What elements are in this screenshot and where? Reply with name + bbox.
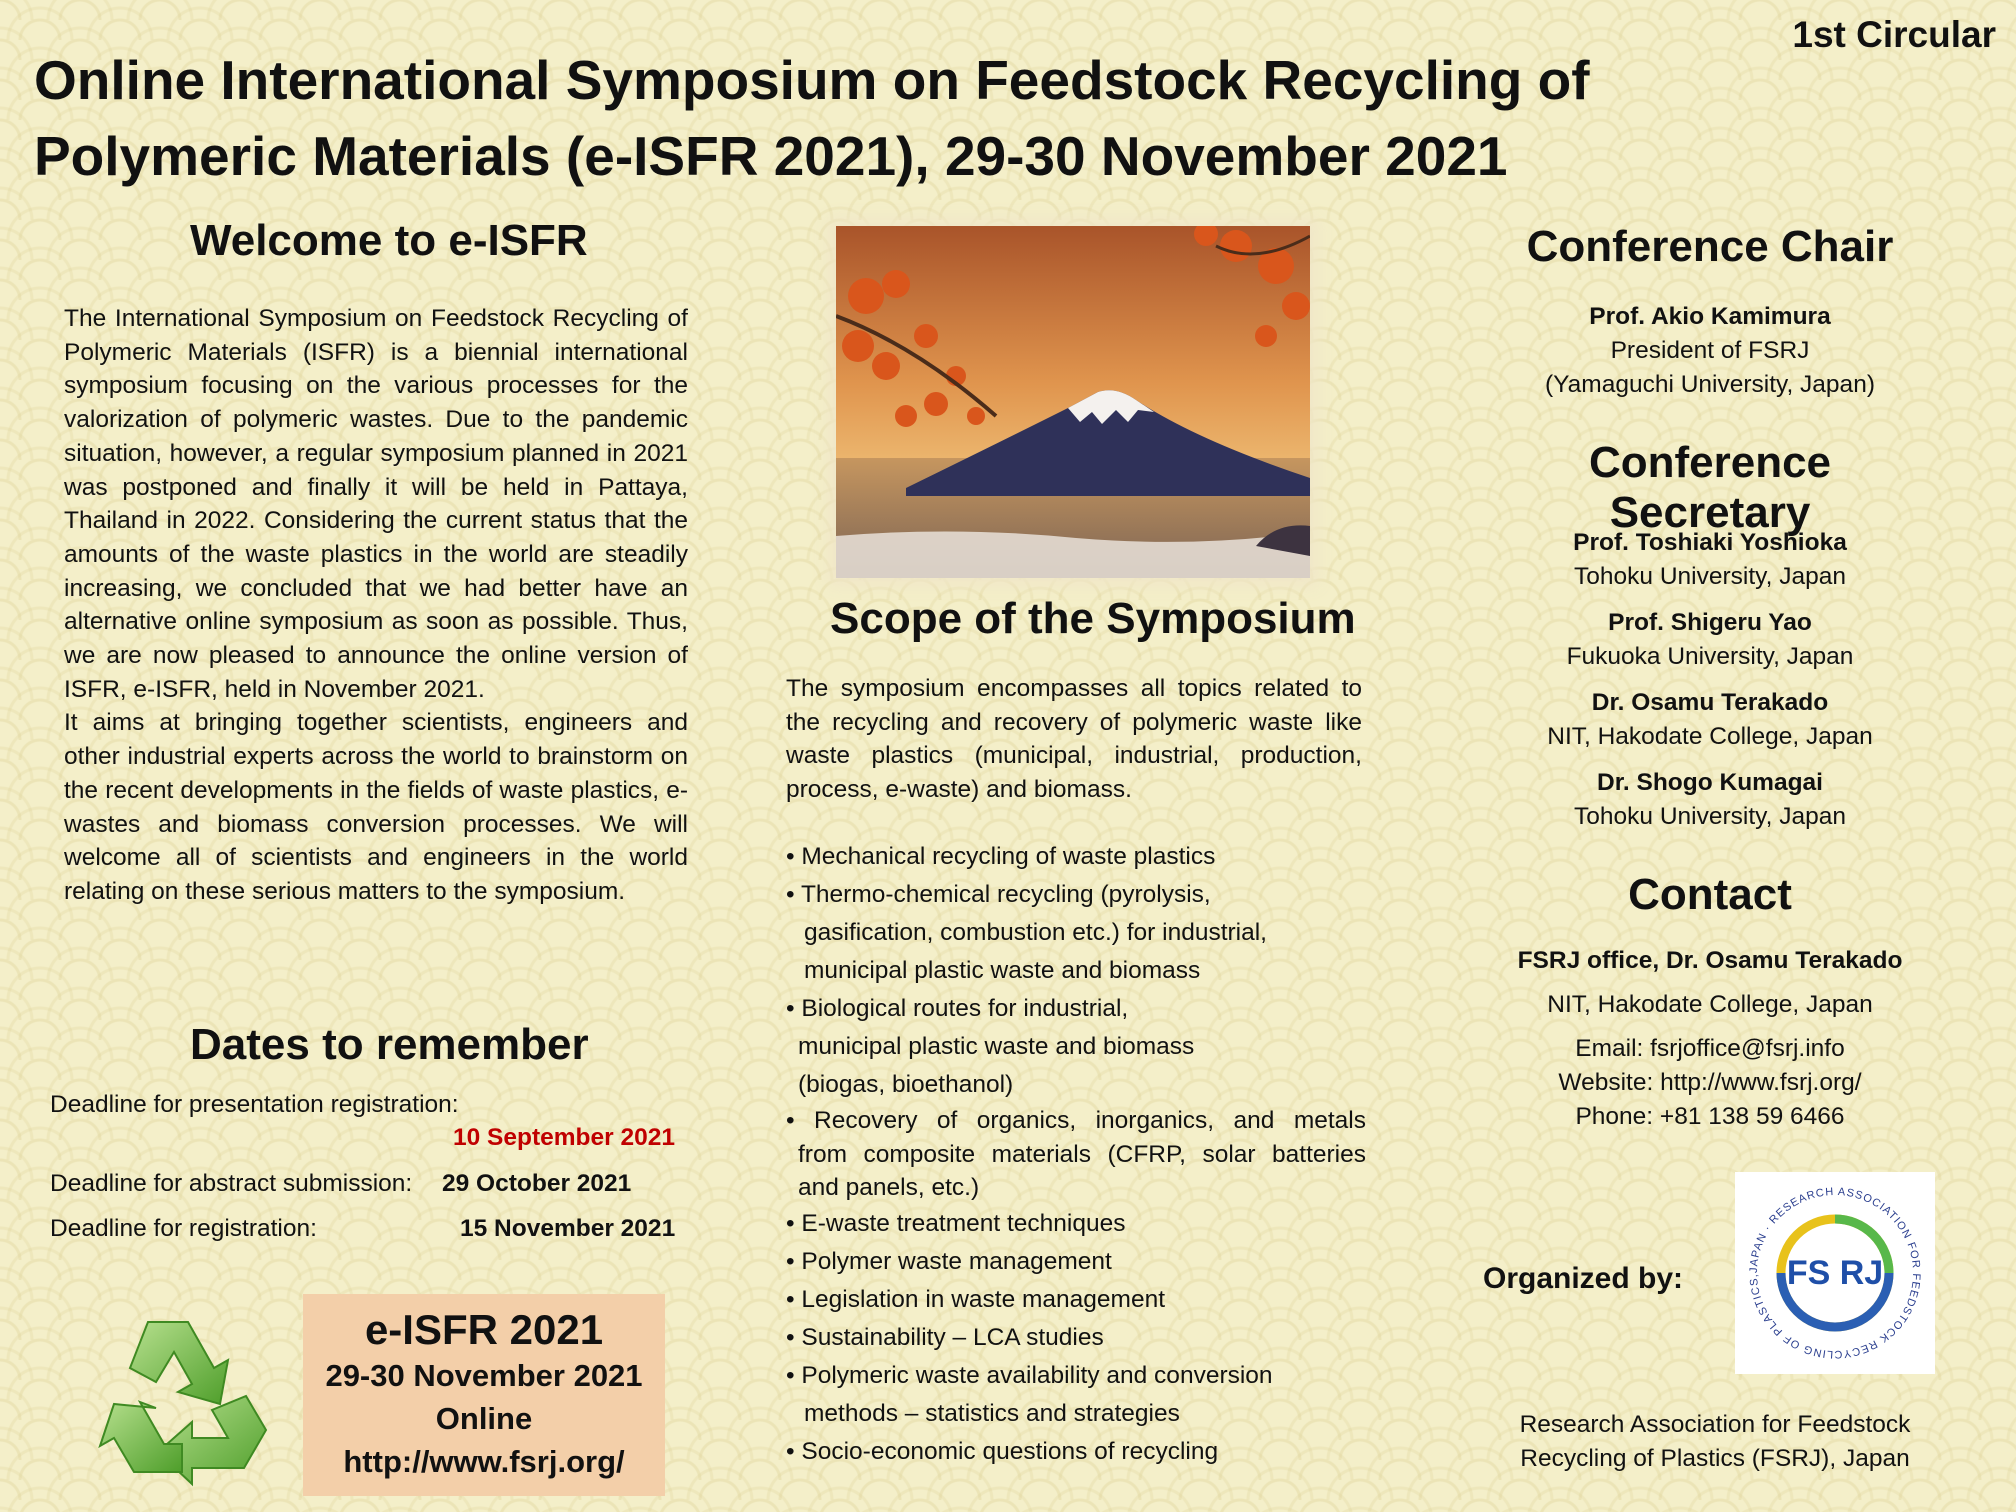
organizer-name — [1490, 1408, 1940, 1476]
secretary-affiliation: NIT, Hakodate College, Japan — [1547, 723, 1873, 750]
contact-heading: Contact — [1628, 870, 1792, 919]
event-name: e-ISFR 2021 — [364, 1306, 604, 1353]
secretary-affiliation: Tohoku University, Japan — [1574, 803, 1846, 830]
event-info-box — [303, 1294, 665, 1496]
dates-heading: Dates to remember — [190, 1020, 589, 1069]
list-item: municipal plastic waste and biomass — [804, 957, 1201, 984]
registration-deadline-date: 15 November 2021 — [460, 1215, 676, 1242]
welcome-text — [64, 302, 688, 909]
chair-heading: Conference Chair — [1526, 222, 1894, 271]
event-url[interactable]: http://www.fsrj.org/ — [343, 1444, 625, 1479]
contact-website[interactable]: Website: http://www.fsrj.org/ — [1558, 1069, 1862, 1096]
list-item: • Socio-economic questions of recycling — [786, 1438, 1219, 1466]
abstract-deadline-label: Deadline for abstract submission: — [50, 1170, 413, 1197]
page-title — [34, 42, 1694, 194]
contact-office: FSRJ office, Dr. Osamu Terakado — [1517, 947, 1903, 974]
secretary-name: Dr. Shogo Kumagai — [1597, 769, 1823, 796]
scope-heading: Scope of the Symposium — [830, 594, 1356, 643]
secretary-name: Prof. Shigeru Yao — [1608, 609, 1812, 636]
secretary-affiliation: Tohoku University, Japan — [1574, 563, 1846, 590]
list-item: • Legislation in waste management — [786, 1286, 1166, 1314]
recycle-icon — [96, 1312, 280, 1488]
event-mode: Online — [435, 1401, 533, 1436]
title-line-2: Polymeric Materials (e-ISFR 2021), 29-30 November 2021 — [34, 125, 1508, 187]
contact-phone: Phone: +81 138 59 6466 — [1575, 1103, 1845, 1130]
fsrj-logo — [1735, 1172, 1935, 1374]
chair-role: President of FSRJ — [1610, 337, 1810, 364]
secretary-name: Prof. Toshiaki Yoshioka — [1573, 529, 1847, 556]
list-item: • E-waste treatment techniques — [786, 1210, 1126, 1238]
welcome-heading: Welcome to e-ISFR — [190, 216, 588, 265]
presentation-deadline-label: Deadline for presentation registration: — [50, 1091, 459, 1118]
list-item: methods – statistics and strategies — [804, 1400, 1180, 1428]
title-line-1: Online International Symposium on Feedstock Recycling of — [34, 49, 1590, 111]
list-item: • Mechanical recycling of waste plastics — [786, 843, 1216, 870]
organized-by-label: Organized by: — [1483, 1262, 1684, 1295]
secretary-heading: Conference Secretary — [1588, 438, 1832, 537]
circular-label: 1st Circular — [1792, 14, 1996, 55]
abstract-deadline-date: 29 October 2021 — [442, 1170, 632, 1197]
list-item: • Sustainability – LCA studies — [786, 1324, 1104, 1352]
secretary-list — [1490, 526, 1930, 834]
secretary-name: Dr. Osamu Terakado — [1591, 689, 1829, 716]
secretary-affiliation: Fukuoka University, Japan — [1566, 643, 1854, 670]
list-item: municipal plastic waste and biomass — [798, 1033, 1195, 1060]
list-item: • Recovery of organics, inorganics, and metals from composite materials (CFRP, solar batteries and panels, etc.) — [786, 1107, 1366, 1202]
presentation-deadline-date: 10 September 2021 — [453, 1124, 675, 1151]
contact-affiliation: NIT, Hakodate College, Japan — [1547, 991, 1873, 1018]
scope-intro: The symposium encompasses all topics related to the recycling and recovery of polymeric waste like waste plastics (municipal, industrial, production, process, e-waste) and biomass. — [786, 675, 1362, 804]
welcome-paragraph-1: The International Symposium on Feedstock Recycling of Polymeric Materials (ISFR) is a biennial international symposium focusing on the various processes for the valorization of polymeric wastes. Due to the pandemic situation, however, a regular symposium planned in 2021 was postponed and finally it will be held in Pattaya, Thailand in 2022. Considering the current status that the amounts of the waste plastics in the world are steadily increasing, we concluded that we had better have an alternative online symposium as soon as possible. Thus, we are now pleased to announce the online version of ISFR, e-ISFR, held in November 2021. — [64, 305, 688, 703]
list-item: • Biological routes for industrial, — [786, 995, 1129, 1022]
list-item: gasification, combustion etc.) for industrial, — [804, 919, 1267, 946]
list-item: • Thermo-chemical recycling (pyrolysis, — [786, 881, 1211, 908]
logo-text: FS RJ — [1786, 1254, 1884, 1292]
chair-affiliation: (Yamaguchi University, Japan) — [1545, 371, 1875, 398]
organizer-line-2: Recycling of Plastics (FSRJ), Japan — [1520, 1445, 1910, 1472]
mount-fuji-illustration — [836, 226, 1310, 578]
list-item: • Polymeric waste availability and conversion — [786, 1362, 1273, 1390]
svg-text:JAPAN · RESEARCH ASSOCIATION F: JAPAN · RESEARCH ASSOCIATION FOR FEEDSTOCK RECYCLING OF PLASTICS, — [1747, 1185, 1923, 1361]
scope-topics-list — [786, 838, 1366, 1471]
registration-deadline-label: Deadline for registration: — [50, 1215, 317, 1242]
list-item: (biogas, bioethanol) — [798, 1071, 1014, 1098]
chair-info — [1490, 300, 1930, 402]
organizer-line-1: Research Association for Feedstock — [1519, 1411, 1911, 1438]
welcome-paragraph-2: It aims at bringing together scientists, engineers and other industrial experts across the world to brainstorm on the recent developments in the fields of waste plastics, e-wastes and biomass conversion processes. We will welcome all of scientists and engineers in the world relating on these serious matters to the symposium. — [64, 709, 688, 905]
contact-email[interactable]: Email: fsrjoffice@fsrj.info — [1575, 1035, 1845, 1062]
chair-name: Prof. Akio Kamimura — [1589, 303, 1831, 330]
contact-info — [1490, 944, 1930, 1134]
list-item: • Polymer waste management — [786, 1248, 1112, 1276]
event-dates: 29-30 November 2021 — [325, 1358, 643, 1393]
